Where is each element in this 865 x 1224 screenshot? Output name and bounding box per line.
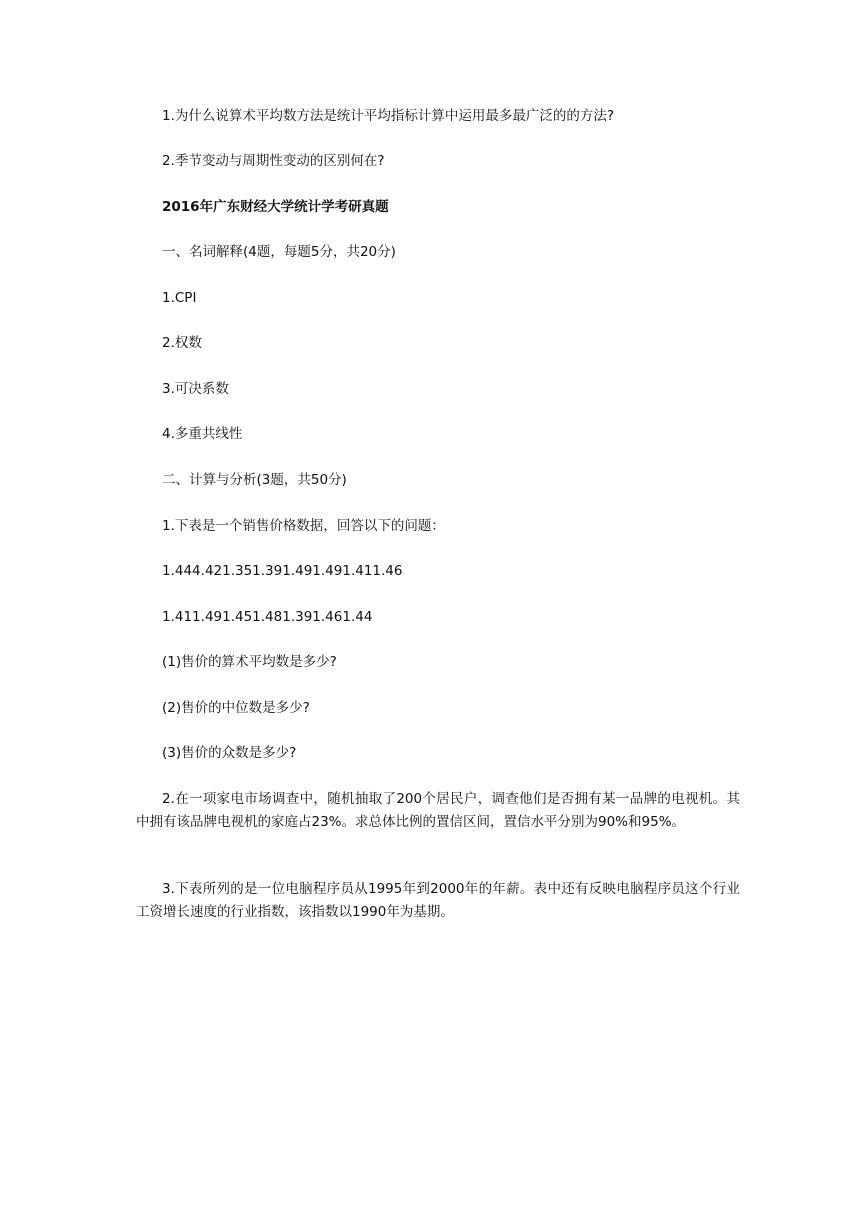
exam-title: 2016年广东财经大学统计学考研真题: [162, 199, 389, 215]
sub-question-mean: (1)售价的算术平均数是多少?: [162, 654, 337, 670]
section-heading-calculation: 二、计算与分析(3题，共50分): [162, 472, 347, 488]
calc-question-3-paragraph: 3.下表所列的是一位电脑程序员从1995年到2000年的年薪。表中还有反映电脑程序员这个行业工资增长速度的行业指数，该指数以1990年为基期。: [136, 881, 740, 920]
sub-question-mode: (3)售价的众数是多少?: [162, 745, 297, 761]
definition-item-weight: 2.权数: [162, 335, 202, 351]
price-data-row-2: 1.411.491.451.481.391.461.44: [162, 609, 373, 625]
calc-question-1-intro: 1.下表是一个销售价格数据，回答以下的问题：: [162, 518, 445, 534]
sub-question-median: (2)售价的中位数是多少?: [162, 700, 310, 716]
price-data-row-1: 1.444.421.351.391.491.491.411.46: [162, 563, 403, 579]
section-heading-definitions: 一、名词解释(4题，每题5分，共20分): [162, 244, 396, 260]
definition-item-r-squared: 3.可决系数: [162, 381, 229, 397]
question-seasonal-vs-cyclical: 2.季节变动与周期性变动的区别何在?: [162, 153, 385, 169]
question-arithmetic-mean: 1.为什么说算术平均数方法是统计平均指标计算中运用最多最广泛的的方法?: [162, 108, 615, 124]
definition-item-multicollinearity: 4.多重共线性: [162, 426, 243, 442]
calc-question-2-paragraph: 2.在一项家电市场调查中，随机抽取了200个居民户，调查他们是否拥有某一品牌的电视机。其中拥有该品牌电视机的家庭占23%。求总体比例的置信区间，置信水平分别为90%和95%。: [136, 791, 740, 830]
definition-item-cpi: 1.CPI: [162, 290, 197, 306]
